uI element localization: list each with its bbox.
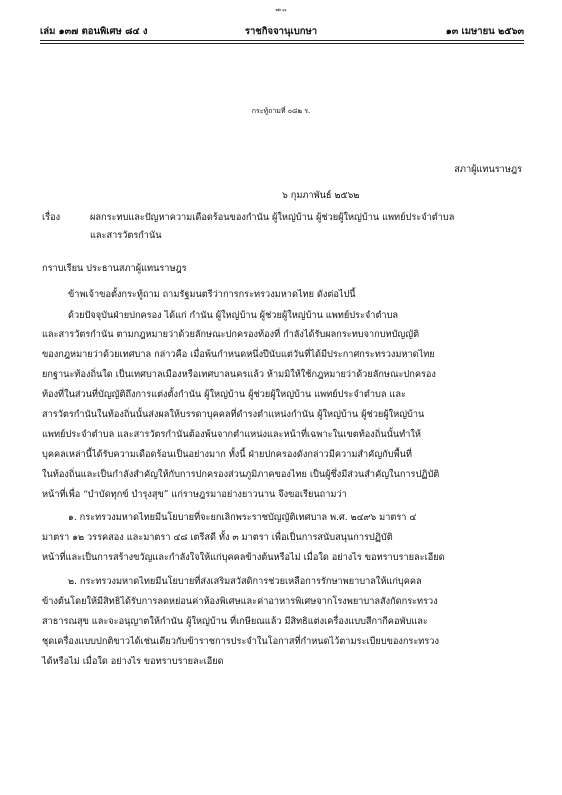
paragraph-line: สารวัตรกำนันในท้องถิ่นนั้นส่งผลให้บรรดาบุคคลที่ดำรงตำแหน่งกำนัน ผู้ใหญ่บ้าน ผู้ช่วยผู้ใหญ่บ้าน	[42, 409, 425, 420]
question-line: มาตรา ๑๒ วรรคสอง และมาตรา ๔๘ เตรีสดี ทั้ง ๓ มาตรา เพื่อเป็นการสนับสนุนการปฏิบัติ	[42, 532, 393, 543]
question-line: ได้หรือไม่ เมื่อใด อย่างไร ขอทราบรายละเอียด	[42, 656, 224, 667]
opening-statement: ข้าพเจ้าขอตั้งกระทู้ถาม ถามรัฐมนตรีว่าการกระทรวงมหาดไทย ดังต่อไปนี้	[68, 289, 356, 300]
subject-line-2: และสารวัตรกำนัน	[90, 230, 162, 241]
paragraph-line: ด้วยปัจจุบันฝ่ายปกครอง ได้แก่ กำนัน ผู้ใหญ่บ้าน ผู้ช่วยผู้ใหญ่บ้าน แพทย์ประจำตำบล	[68, 310, 399, 321]
paragraph-line: ยกฐานะท้องถิ่นใด เป็นเทศบาลเมืองหรือเทศบาลนครแล้ว ห้ามมิให้ใช้กฎหมายว่าด้วยลักษณะปกครอง	[42, 369, 436, 380]
paragraph-line: แพทย์ประจำตำบล และสารวัตรกำนันต้องพ้นจากตำแหน่งและหน้าที่เฉพาะในเขตท้องถิ่นนั้นทำให้	[42, 429, 421, 440]
paragraph-line: ท้องที่ในส่วนที่บัญญัติถึงการแต่งตั้งกำนัน ผู้ใหญ่บ้าน ผู้ช่วยผู้ใหญ่บ้าน แพทย์ประจำตำบล และ	[42, 389, 406, 400]
question-line: หน้าที่และเป็นการสร้างขวัญและกำลังใจให้แก่บุคคลข้างต้นหรือไม่ เมื่อใด อย่างไร ขอทราบรายละเอียด	[42, 552, 445, 563]
paragraph-line: และสารวัตรกำนัน ตามกฎหมายว่าด้วยลักษณะปกครองท้องที่ กำลังได้รับผลกระทบจากบทบัญญัติ	[42, 329, 420, 340]
paragraph-line: ในท้องถิ่นและเป็นกำลังสำคัญให้กับการปกครองส่วนภูมิภาคของไทย เป็นผู้ซึ่งมีส่วนสำคัญในการปฏิบัติ	[42, 469, 440, 480]
question-line: ข้างต้นโดยให้มีสิทธิได้รับการลดหย่อนค่าห้องพิเศษและค่าอาหารพิเศษจากโรงพยาบาลสังกัดกระทรวง	[42, 596, 438, 607]
subject-label: เรื่อง	[42, 212, 61, 223]
document-title: กระทู้ถามที่ ๐๘๒ ร.	[251, 107, 311, 115]
gazette-date: ๑๓ เมษายน ๒๕๖๓	[445, 26, 524, 37]
header-rule-bottom	[40, 43, 524, 44]
gazette-publication-name: ราชกิจจานุเบกษา	[244, 26, 318, 37]
gazette-volume: เล่ม ๑๓๗ ตอนพิเศษ ๘๔ ง	[40, 26, 148, 37]
question-line: ชุดเครื่องแบบปกติขาวได้เช่นเดียวกับข้าราชการประจำในโอกาสที่กำหนดไว้ตามระเบียบของกระทรวง	[42, 636, 439, 647]
paragraph-line: หน้าที่เพื่อ “บำบัดทุกข์ บำรุงสุข” แก่ราษฎรมาอย่างยาวนาน จึงขอเรียนถามว่า	[42, 489, 347, 500]
recipient-org: สภาผู้แทนราษฎร	[454, 164, 522, 175]
question-line: ๒. กระทรวงมหาดไทยมีนโยบายที่ส่งเสริมสวัสดิการช่วยเหลือการรักษาพยาบาลให้แก่บุคคล	[68, 576, 422, 587]
paragraph-line: บุคคลเหล่านี้ได้รับความเดือดร้อนเป็นอย่างมาก ทั้งนี้ ฝ่ายปกครองดังกล่าวมีความสำคัญกับพื้นที่	[42, 449, 412, 460]
header-rule-top	[40, 40, 524, 41]
question-line: ๑. กระทรวงมหาดไทยมีนโยบายที่จะยกเลิกพระราชบัญญัติเทศบาล พ.ศ. ๒๔๙๖ มาตรา ๔	[68, 512, 417, 523]
letter-date: ๖ กุมภาพันธ์ ๒๕๖๒	[282, 190, 360, 201]
subject-line-1: ผลกระทบและปัญหาความเดือดร้อนของกำนัน ผู้ใหญ่บ้าน ผู้ช่วยผู้ใหญ่บ้าน แพทย์ประจำตำบล	[90, 212, 455, 223]
salutation: กราบเรียน ประธานสภาผู้แทนราษฎร	[42, 263, 187, 274]
page-number: หน้า ๔๖	[275, 8, 287, 12]
question-line: สาธารณสุข และจะอนุญาตให้กำนัน ผู้ใหญ่บ้าน ที่เกษียณแล้ว มีสิทธิแต่งเครื่องแบบสีกากีคอพับและ	[42, 616, 428, 627]
paragraph-line: ของกฎหมายว่าด้วยเทศบาล กล่าวคือ เมื่อพ้นกำหนดหนึ่งปีนับแต่วันที่ได้มีประกาศกระทรวงมหาดไทย	[42, 349, 435, 360]
